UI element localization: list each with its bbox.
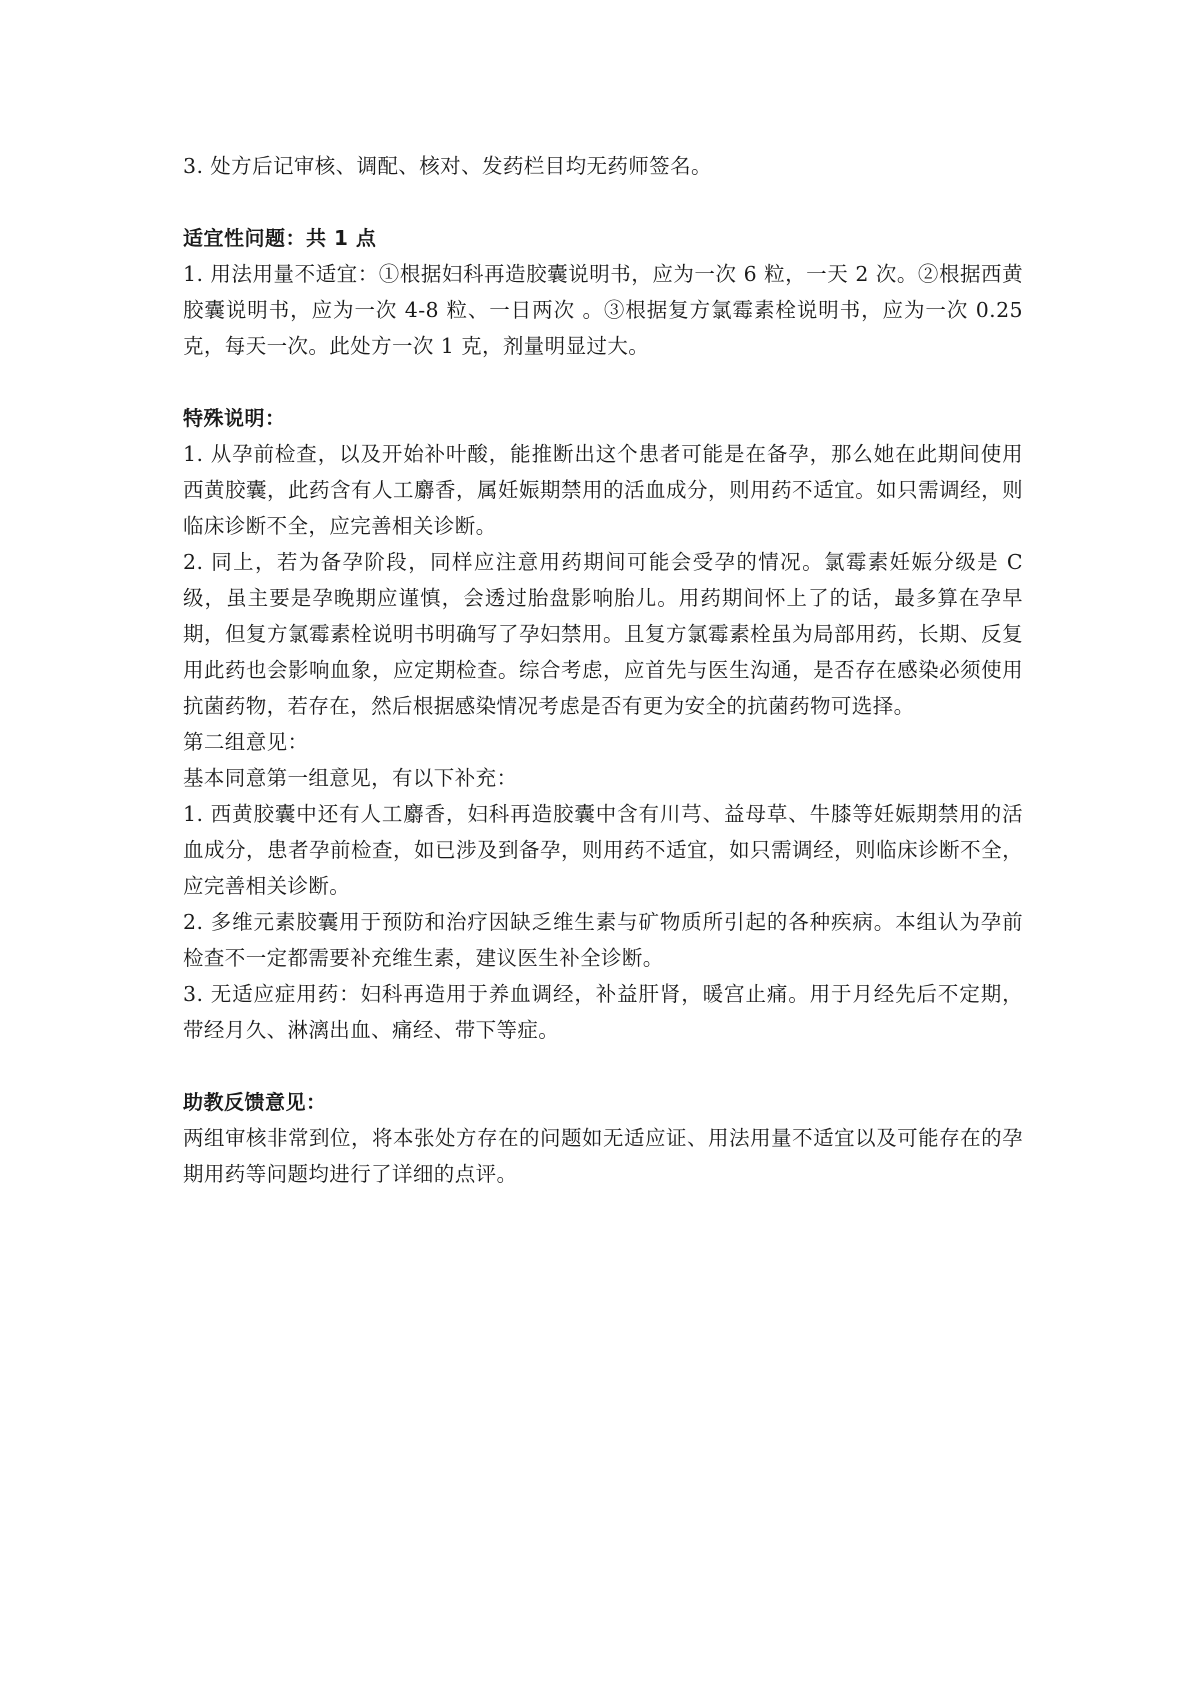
suitability-item-1: 1. 用法用量不适宜：①根据妇科再造胶囊说明书，应为一次 6 粒，一天 2 次。②根据西黄胶囊说明书，应为一次 4-8 粒、一日两次 。③根据复方氯霉素栓说明书，应为一次 0.25 克，每天一次。此处方一次 1 克，剂量明显过大。 — [183, 262, 1023, 358]
special-item-2: 2. 同上，若为备孕阶段，同样应注意用药期间可能会受孕的情况。氯霉素妊娠分级是 C 级，虽主要是孕晚期应谨慎，会透过胎盘影响胎儿。用药期间怀上了的话，最多算在孕早期，但复方氯霉素栓说明书明确写了孕妇禁用。且复方氯霉素栓虽为局部用药，长期、反复用此药也会影响血象，应定期检查。综合考虑，应首先与医生沟通，是否存在感染必须使用抗菌药物，若存在，然后根据感染情况考虑是否有更为安全的抗菌药物可选择。 — [183, 550, 1023, 718]
group2-item-2: 2. 多维元素胶囊用于预防和治疗因缺乏维生素与矿物质所引起的各种疾病。本组认为孕前检查不一定都需要补充维生素，建议医生补全诊断。 — [183, 910, 1023, 970]
group2-intro: 基本同意第一组意见，有以下补充： — [183, 766, 518, 790]
spacer — [183, 364, 1023, 400]
group2-item-1: 1. 西黄胶囊中还有人工麝香，妇科再造胶囊中含有川芎、益母草、牛膝等妊娠期禁用的活血成分，患者孕前检查，如已涉及到备孕，则用药不适宜，如只需调经，则临床诊断不全，应完善相关诊断。 — [183, 802, 1023, 898]
group2-heading: 第二组意见： — [183, 730, 309, 754]
spacer — [183, 184, 1023, 220]
special-heading: 特殊说明： — [183, 406, 286, 430]
spacer — [183, 1048, 1023, 1084]
feedback-text: 两组审核非常到位，将本张处方存在的问题如无适应证、用法用量不适宜以及可能存在的孕期用药等问题均进行了详细的点评。 — [183, 1126, 1023, 1186]
suitability-heading: 适宜性问题：共 1 点 — [183, 226, 377, 250]
group2-item-3: 3. 无适应症用药：妇科再造用于养血调经，补益肝肾，暖宫止痛。用于月经先后不定期，带经月久、淋漓出血、痛经、带下等症。 — [183, 982, 1023, 1042]
special-item-1: 1. 从孕前检查，以及开始补叶酸，能推断出这个患者可能是在备孕，那么她在此期间使用西黄胶囊，此药含有人工麝香，属妊娠期禁用的活血成分，则用药不适宜。如只需调经，则临床诊断不全，应完善相关诊断。 — [183, 442, 1023, 538]
intro-item-3: 3. 处方后记审核、调配、核对、发药栏目均无药师签名。 — [183, 154, 712, 178]
feedback-heading: 助教反馈意见： — [183, 1090, 327, 1114]
document-page — [183, 148, 1023, 1192]
